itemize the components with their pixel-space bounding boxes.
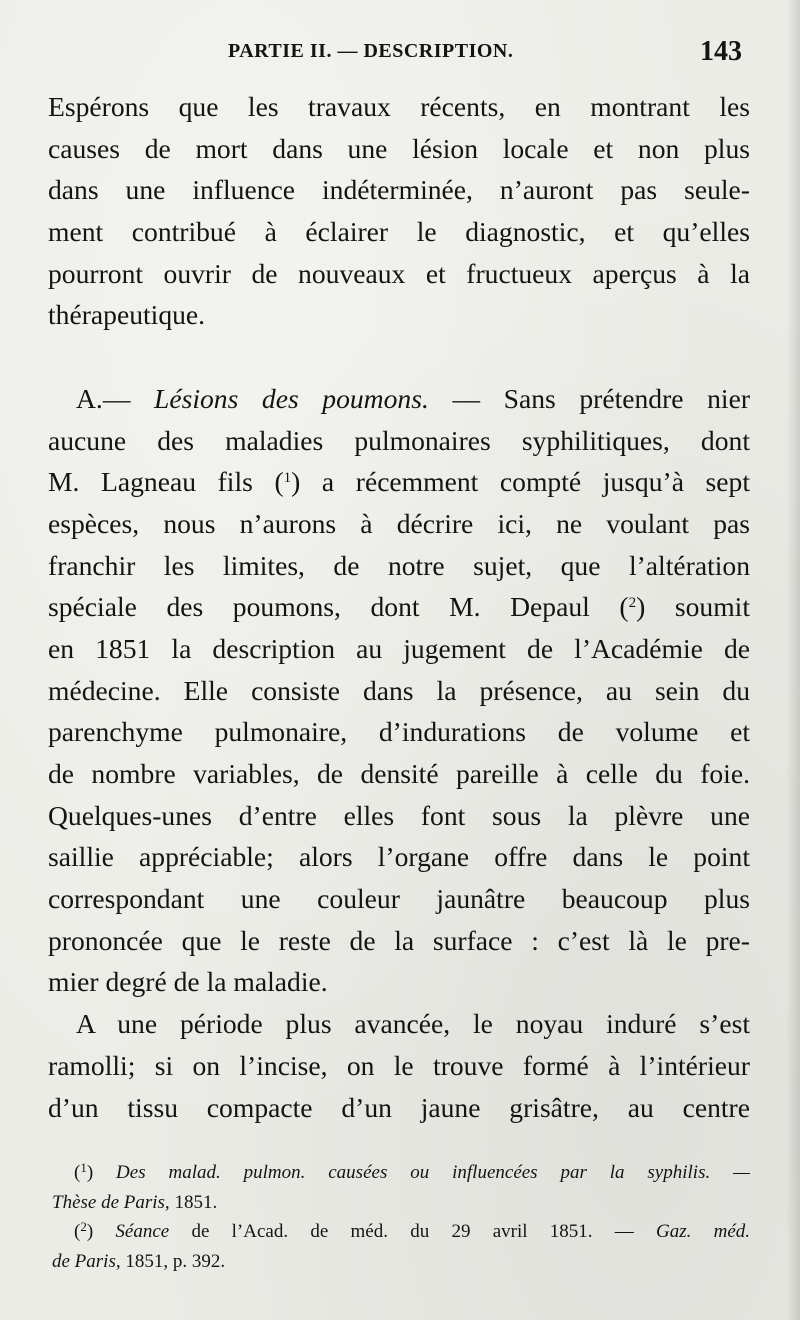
text-line: ment contribué à éclairer le diagnostic, et qu’elles bbox=[48, 216, 750, 248]
text-line: pourront ouvrir de nouveaux et fructueux aperçus à la bbox=[48, 257, 750, 289]
text-line: en 1851 la description au jugement de l’Académie de bbox=[48, 632, 750, 664]
footnote-text: Gaz. méd. bbox=[656, 1221, 750, 1242]
text-line: aucune des maladies pulmonaires syphilitiques, dont bbox=[48, 424, 750, 456]
text-line: A une période plus avancée, le noyau induré s’est bbox=[76, 1008, 750, 1040]
text-line: Espérons que les travaux récents, en montrant les bbox=[48, 91, 750, 122]
text-line: médecine. Elle consiste dans la présence, au sein du bbox=[48, 674, 750, 706]
text-line bbox=[48, 461, 750, 503]
text-line: de nombre variables, de densité pareille à celle du foie. bbox=[48, 758, 750, 789]
text-line: ramolli; si on l’incise, on le trouve formé à l’intérieur bbox=[48, 1049, 750, 1081]
footnote-text: Thèse de Paris, bbox=[52, 1191, 170, 1213]
running-head: PARTIE II. — DESCRIPTION. bbox=[228, 40, 514, 62]
text-span: ) a récemment compté jusqu’à sept bbox=[291, 466, 750, 498]
footnote-ref: 2 bbox=[628, 595, 637, 612]
footnote-1: ($^1$) Des malad. pulmon. causées ou influencées par la syphilis. — bbox=[74, 1160, 750, 1183]
footnote-text: Des malad. pulmon. causées ou influencées par la syphilis. — bbox=[116, 1162, 750, 1183]
footnote-2: ($^2$) Séance de l’Acad. de méd. du 29 avril 1851. — Gaz. méd. bbox=[74, 1219, 750, 1242]
text-span: spéciale des poumons, dont M. Depaul ( bbox=[48, 591, 629, 623]
footnote-2-cont bbox=[52, 1247, 750, 1277]
text-line: prononcée que le reste de la surface : c’est là le pre- bbox=[48, 924, 750, 956]
section-heading-line bbox=[48, 378, 750, 420]
footnote-text: de l’Acad. de méd. du 29 avril 1851. — bbox=[191, 1221, 634, 1242]
footnote-text: Séance bbox=[115, 1221, 170, 1242]
text-line: correspondant une couleur jaunâtre beaucoup plus bbox=[48, 883, 750, 915]
text-line: mier degré de la maladie. bbox=[48, 966, 328, 998]
footnote-mark: 1 bbox=[80, 1160, 87, 1175]
page-number: 143 bbox=[700, 36, 742, 67]
text-line: causes de mort dans une lésion locale et non plus bbox=[48, 132, 750, 164]
text-line: franchir les limites, de notre sujet, que l’altération bbox=[48, 549, 750, 581]
footnote-text: 1851, p. 392. bbox=[125, 1250, 226, 1272]
text-line: saillie appréciable; alors l’organe offre dans le point bbox=[48, 841, 750, 873]
text-line bbox=[48, 586, 750, 628]
page-header bbox=[0, 38, 800, 72]
page-edge-shadow bbox=[786, 0, 800, 1320]
footnote-text: de Paris, bbox=[52, 1250, 121, 1272]
footnote-1-cont bbox=[52, 1188, 750, 1218]
paragraph-gap bbox=[48, 336, 750, 378]
section-letter: A.— bbox=[76, 382, 131, 414]
text-span: — Sans prétendre nier bbox=[452, 382, 750, 414]
text-line: parenchyme pulmonaire, d’indurations de volume et bbox=[48, 716, 750, 748]
section-title: Lésions des poumons. bbox=[154, 382, 429, 414]
footnote-ref: 1 bbox=[283, 470, 292, 487]
text-line: dans une influence indéterminée, n’auront pas seule- bbox=[48, 174, 750, 206]
text-span: M. Lagneau fils ( bbox=[48, 466, 284, 498]
footnote-mark: 2 bbox=[80, 1219, 87, 1234]
text-line: d’un tissu compacte d’un jaune grisâtre, au centre bbox=[48, 1091, 750, 1123]
body-text bbox=[48, 86, 750, 1128]
text-line: espèces, nous n’aurons à décrire ici, ne voulant pas bbox=[48, 507, 750, 539]
footnote-text: 1851. bbox=[174, 1191, 218, 1213]
text-span: ) soumit bbox=[636, 591, 750, 623]
text-line: thérapeutique. bbox=[48, 299, 206, 331]
footnotes bbox=[52, 1158, 750, 1276]
text-line: Quelques-unes d’entre elles font sous la plèvre une bbox=[48, 799, 750, 831]
